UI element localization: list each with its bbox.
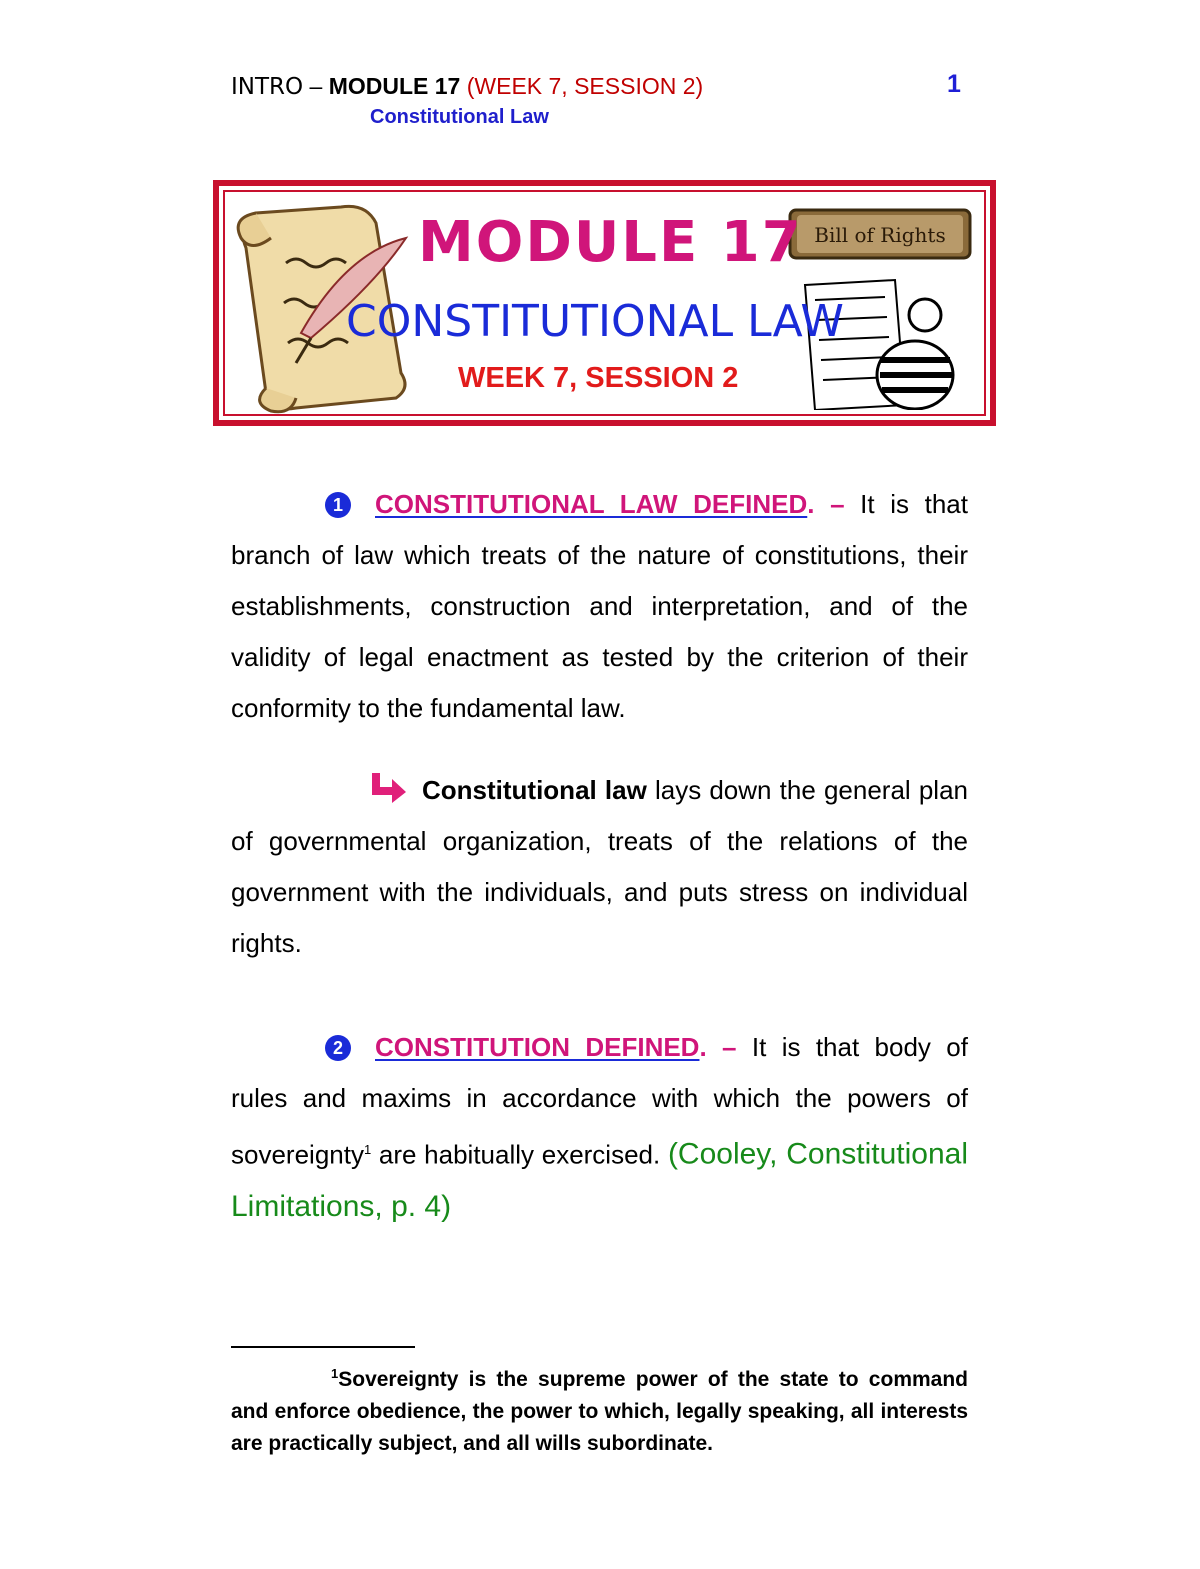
header-separator: – — [303, 73, 329, 99]
footnote-number: 1 — [331, 1366, 339, 1381]
section2-heading: CONSTITUTION DEFINED — [375, 1032, 700, 1062]
footnote-text: Sovereignty is the supreme power of the state to command and enforce obedience, the power to which, legally speaking, all interests are practically subject, and all wills subordinate. — [231, 1368, 968, 1455]
number-one-bullet-icon: 1 — [325, 492, 351, 518]
page-number: 1 — [947, 70, 961, 98]
note1-bold: Constitutional law — [422, 775, 647, 805]
header-module: MODULE 17 — [328, 73, 461, 99]
running-header — [231, 72, 703, 101]
book-label: Bill of Rights — [814, 223, 946, 247]
section2-body: It is that body of rules and maxims in accordance with which the powers of sovereignty — [231, 1032, 968, 1170]
header-subject: Constitutional Law — [370, 106, 549, 128]
banner-title: MODULE 17 — [418, 210, 803, 275]
section2-dash: – — [706, 1032, 752, 1062]
section1-body: It is that branch of law which treats of the nature of constitutions, their establishments, construction and interpretation, and of the validity of legal enactment as tested by the criterion of their conformity to the fundamental law. — [231, 489, 968, 723]
section-constitutional-law — [231, 479, 968, 734]
banner-subtitle: CONSTITUTIONAL LAW — [346, 296, 844, 347]
footnote-divider — [231, 1346, 415, 1348]
section-constitution — [231, 1022, 968, 1233]
footnote-ref[interactable]: 1 — [363, 1142, 372, 1157]
banner-week: WEEK 7, SESSION 2 — [458, 362, 739, 394]
section1-heading: CONSTITUTIONAL LAW DEFINED — [375, 489, 808, 519]
header-intro: INTRO — [231, 74, 304, 100]
note-constitutional-law — [231, 765, 968, 969]
section2-period: . — [699, 1032, 707, 1062]
note1-body: lays down the general plan of governmental organization, treats of the relations of the government with the individuals, and puts stress on individual rights. — [231, 775, 968, 958]
section1-period: . — [807, 489, 815, 519]
section1-dash: – — [814, 489, 861, 519]
number-two-bullet-icon: 2 — [325, 1035, 351, 1061]
footnote — [231, 1358, 968, 1460]
citation: (Cooley, Constitutional Limitations, p. 4) — [231, 1137, 969, 1223]
section2-body2: are habitually exercised. — [371, 1139, 668, 1170]
header-session: (WEEK 7, SESSION 2) — [466, 73, 704, 99]
pink-arrow-icon — [368, 771, 408, 803]
